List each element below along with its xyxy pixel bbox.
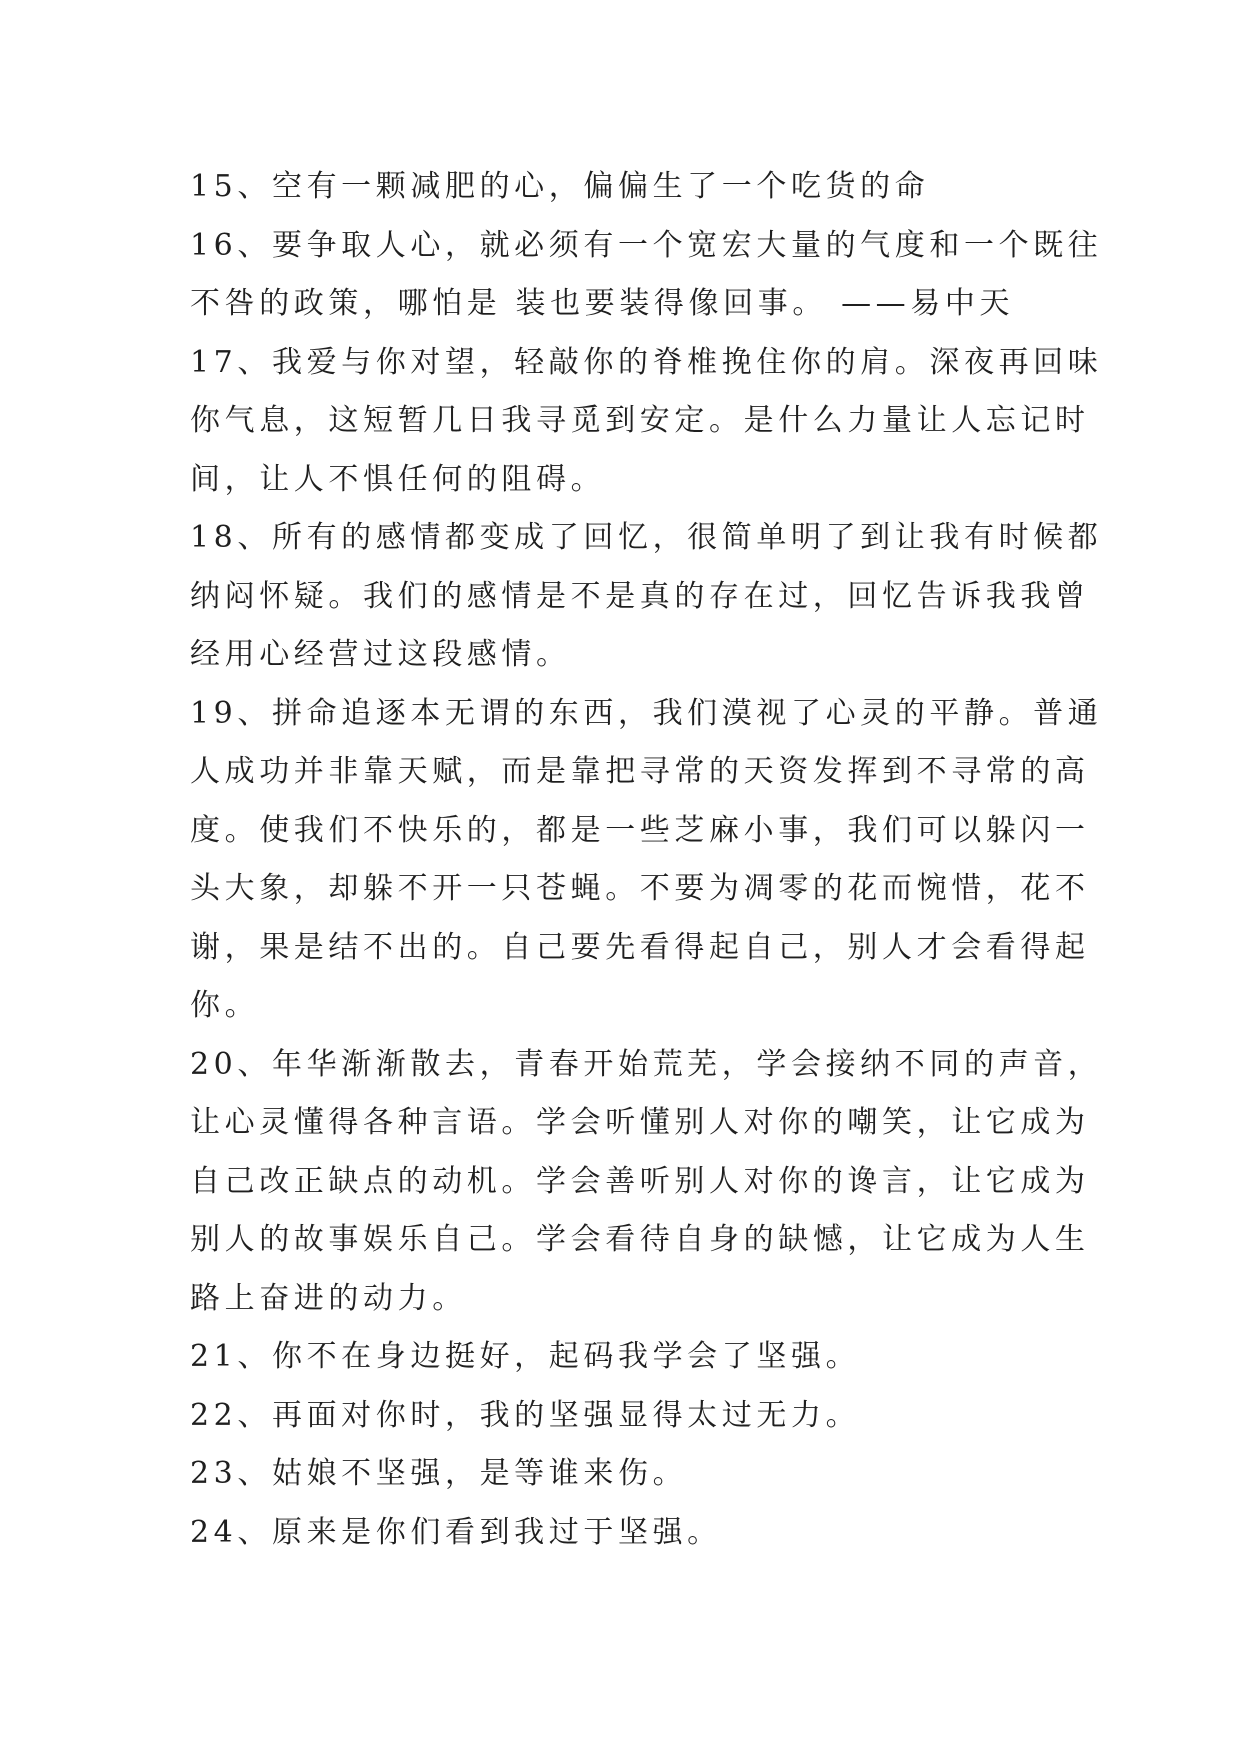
quote-entry-19	[190, 685, 1103, 1036]
quote-entry-17	[190, 334, 1103, 510]
text-line: 别人的故事娱乐自己。学会看待自身的缺憾，让它成为人生	[190, 1222, 1090, 1257]
text-line: 19、拼命追逐本无谓的东西，我们漠视了心灵的平静。普通	[190, 695, 1103, 731]
quote-entry-23	[190, 1445, 1070, 1504]
text-line: 24、原来是你们看到我过于坚强。	[190, 1514, 722, 1550]
text-line: 20、年华渐渐散去，青春开始荒芜，学会接纳不同的声音，	[190, 1046, 1103, 1082]
document-body	[190, 158, 1103, 1562]
quote-entry-24	[190, 1504, 1070, 1563]
text-line: 21、你不在身边挺好，起码我学会了坚强。	[190, 1339, 861, 1374]
quote-entry-21	[190, 1328, 1070, 1387]
text-line: 16、要争取人心，就必须有一个宽宏大量的气度和一个既往	[190, 227, 1103, 263]
text-line: 22、再面对你时，我的坚强显得太过无力。	[190, 1397, 861, 1433]
quote-entry-15	[190, 158, 1070, 217]
text-line: 路上奋进的动力。	[190, 1280, 467, 1316]
text-line: 你气息，这短暂几日我寻觅到安定。是什么力量让人忘记时	[190, 403, 1090, 438]
text-line: 纳闷怀疑。我们的感情是不是真的存在过，回忆告诉我我曾	[190, 578, 1090, 614]
text-line: 头大象，却躲不开一只苍蝇。不要为凋零的花而惋惜，花不	[190, 871, 1090, 906]
quote-entry-16	[190, 217, 1103, 334]
quote-entry-20	[190, 1036, 1103, 1329]
text-line: 你。	[190, 988, 260, 1023]
text-line: 经用心经营过这段感情。	[190, 637, 571, 672]
text-line: 谢，果是结不出的。自己要先看得起自己，别人才会看得起	[190, 929, 1090, 965]
text-line: 度。使我们不快乐的，都是一些芝麻小事，我们可以躲闪一	[190, 812, 1090, 848]
text-line: 不咎的政策，哪怕是 装也要装得像回事。 ——易中天	[190, 286, 1015, 321]
text-line: 18、所有的感情都变成了回忆，很简单明了到让我有时候都	[190, 520, 1103, 555]
quote-entry-22	[190, 1387, 1070, 1446]
text-line: 间，让人不惧任何的阻碍。	[190, 461, 606, 497]
text-line: 让心灵懂得各种言语。学会听懂别人对你的嘲笑，让它成为	[190, 1105, 1090, 1140]
text-line: 自己改正缺点的动机。学会善听别人对你的谗言，让它成为	[190, 1163, 1090, 1199]
text-line: 23、姑娘不坚强，是等谁来伤。	[190, 1456, 688, 1491]
text-line: 人成功并非靠天赋，而是靠把寻常的天资发挥到不寻常的高	[190, 754, 1090, 789]
text-line: 15、空有一颗减肥的心，偏偏生了一个吃货的命	[190, 169, 930, 204]
text-line: 17、我爱与你对望，轻敲你的脊椎挽住你的肩。深夜再回味	[190, 344, 1103, 380]
quote-entry-18	[190, 509, 1103, 685]
